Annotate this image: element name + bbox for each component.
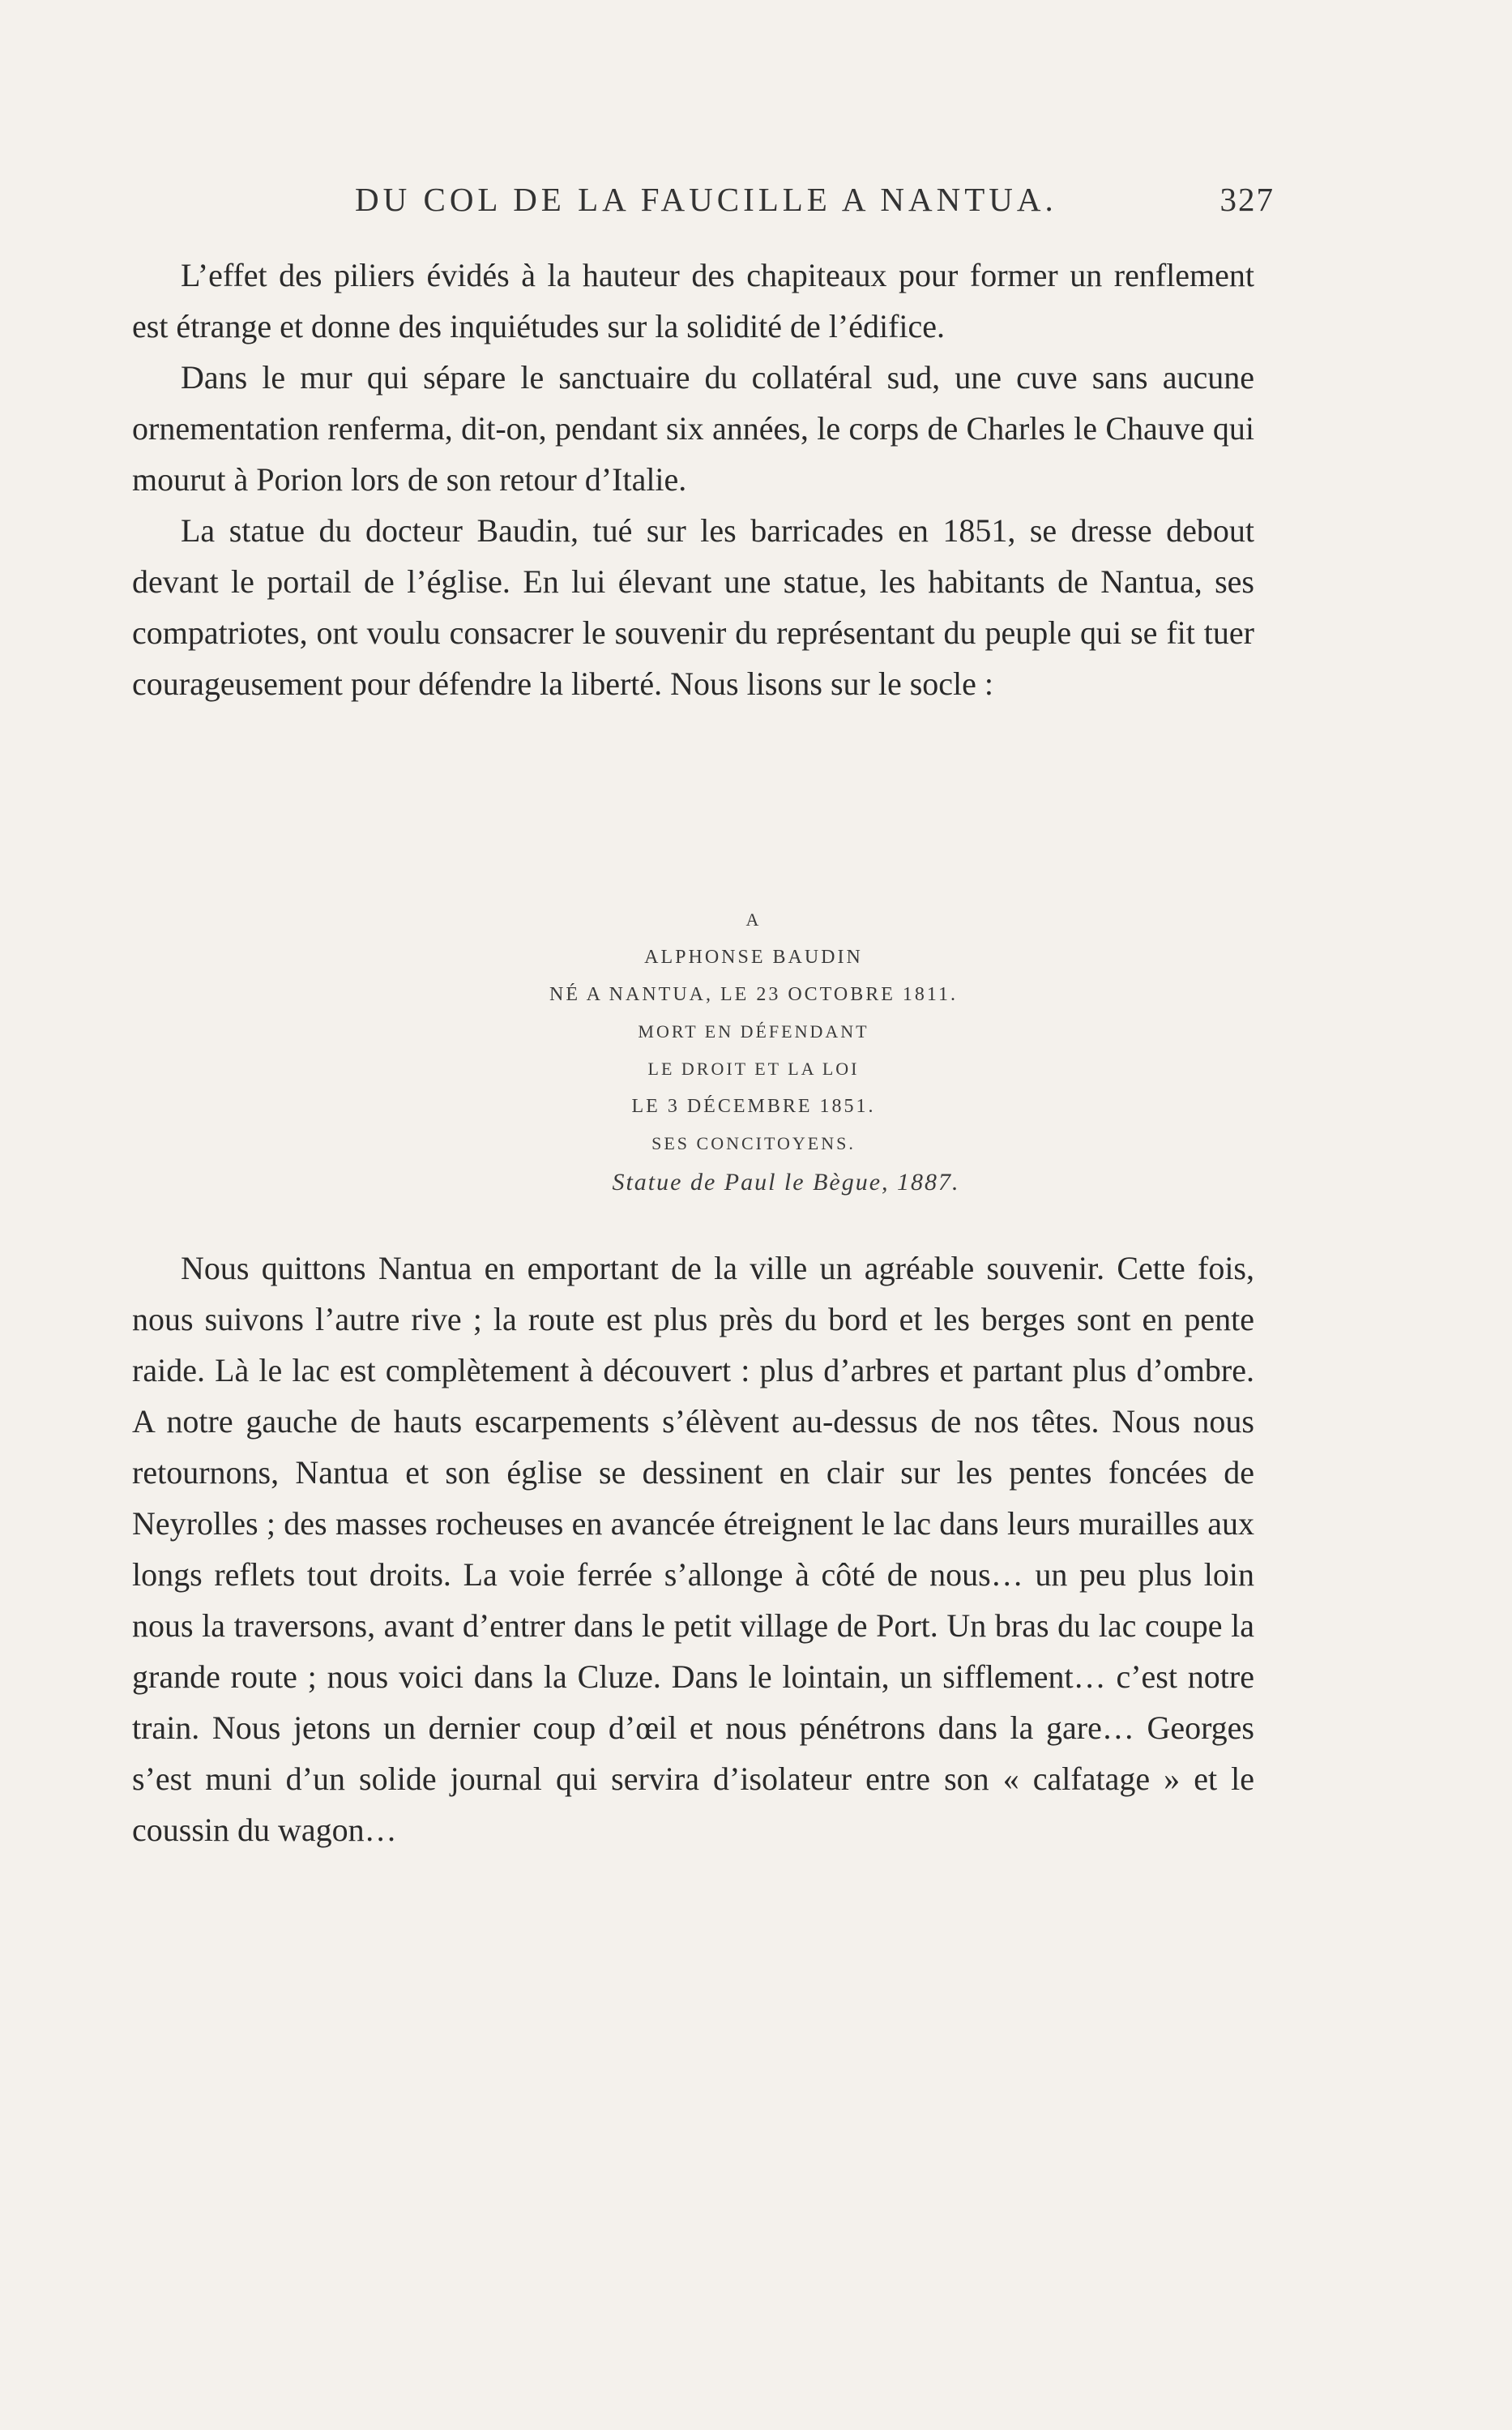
inscription-line: A (745, 909, 762, 930)
page-number: 327 (1219, 181, 1275, 218)
body-text-top (132, 250, 1254, 709)
inscription-line: SES CONCITOYENS. (651, 1133, 856, 1153)
inscription-line: LE 3 DÉCEMBRE 1851. (631, 1096, 876, 1117)
paragraph: Nous quittons Nantua en emportant de la ville un agréable souvenir. Cette fois, nous suivons l’autre rive ; la route est plus près du bord et les berges sont en pente raide. Là le lac est complètement à découvert : plus d’arbres et partant plus d’ombre. A notre gauche de hauts escarpements s’élèvent au-dessus de nos têtes. Nous nous retournons, Nantua et son église se dessinent en clair sur les pentes foncées de Neyrolles ; des masses rocheuses en avancée étreignent le lac dans leurs murailles aux longs reflets tout droits. La voie ferrée s’allonge à côté de nous… un peu plus loin nous la traversons, avant d’entrer dans le petit village de Port. Un bras du lac coupe la grande route ; nous voici dans la Cluze. Dans le lointain, un sifflement… c’est notre train. Nous jetons un dernier coup d’œil et nous pénétrons dans la gare… Georges s’est muni d’un solide journal qui servira d’isolateur entre son « calfatage » et le coussin du wagon… (132, 1250, 1254, 1848)
paragraph: L’effet des piliers évidés à la hauteur des chapiteaux pour former un renflement est étrange et donne des inquiétudes sur la solidité de l’édifice. (132, 257, 1254, 344)
running-title: DU COL DE LA FAUCILLE A NANTUA. (355, 181, 1057, 218)
statue-caption: Statue de Paul le Bègue, 1887. (612, 1169, 960, 1196)
body-text-bottom (132, 1243, 1254, 1855)
paragraph: Dans le mur qui sépare le sanctuaire du collatéral sud, une cuve sans aucune ornementation renferma, dit-on, pendant six années, le corps de Charles le Chauve qui mourut à Porion lors de son retour d’Italie. (132, 359, 1254, 498)
inscription-line: ALPHONSE BAUDIN (644, 947, 863, 968)
inscription-line: NÉ A NANTUA, LE 23 OCTOBRE 1811. (549, 984, 958, 1005)
inscription-line: MORT EN DÉFENDANT (638, 1021, 869, 1042)
paragraph: La statue du docteur Baudin, tué sur les barricades en 1851, se dresse debout devant le portail de l’église. En lui élevant une statue, les habitants de Nantua, ses compatriotes, ont voulu consacrer le souvenir du représentant du peuple qui se fit tuer courageusement pour défendre la liberté. Nous lisons sur le socle : (132, 512, 1254, 702)
inscription-line: LE DROIT ET LA LOI (647, 1059, 860, 1079)
pedestal-inscription (454, 901, 1053, 1196)
